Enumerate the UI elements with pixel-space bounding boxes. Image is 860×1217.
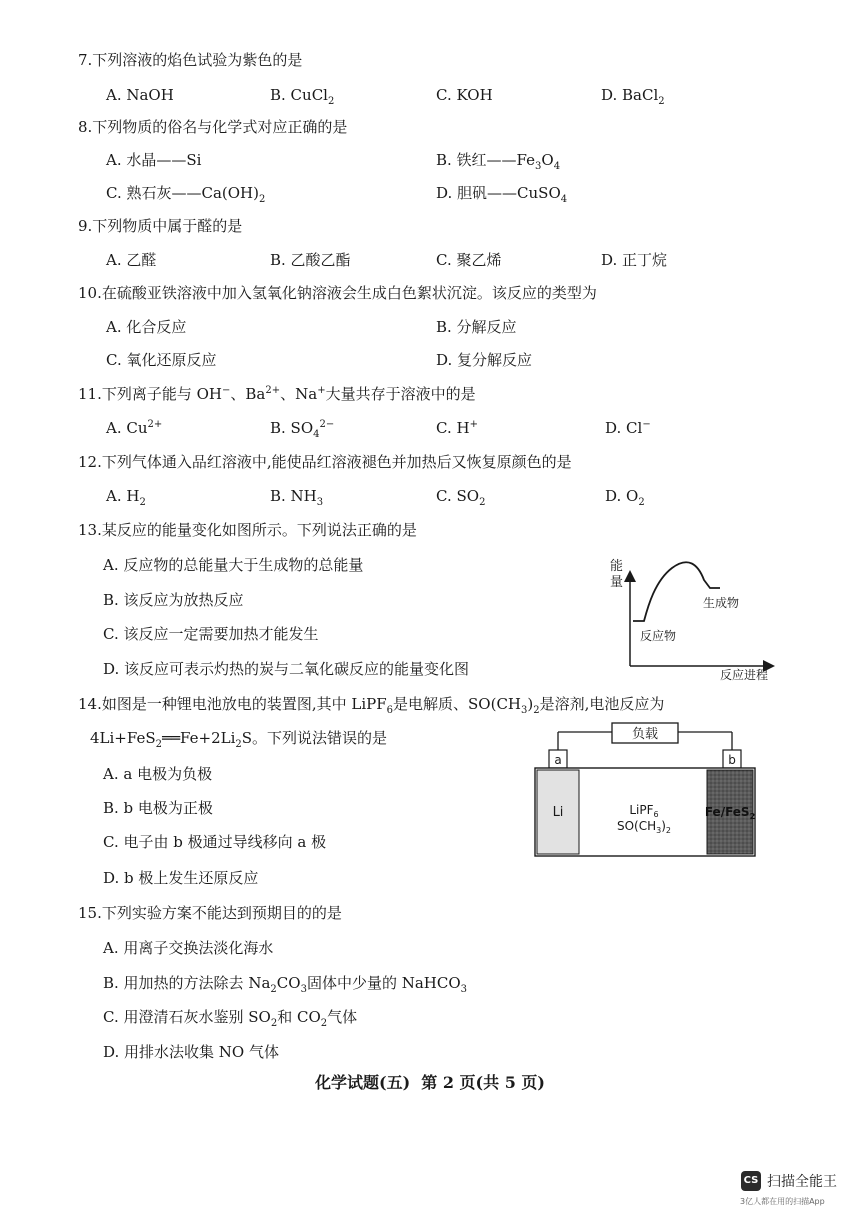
q13-option-b: B. 该反应为放热反应 [103, 591, 244, 609]
q10-option-d: D. 复分解反应 [436, 351, 533, 369]
q15-option-d: D. 用排水法收集 NO 气体 [103, 1043, 279, 1061]
li-electrode-label: Li [552, 805, 564, 820]
q14-option-b: B. b 电极为正极 [103, 799, 213, 817]
q13-option-a: A. 反应物的总能量大于生成物的总能量 [103, 556, 364, 574]
q11-option-d: D. Cl− [605, 419, 651, 437]
question-9-stem: 9.下列物质中属于醛的是 [78, 217, 243, 235]
question-11-stem: 11.下列离子能与 OH−、$Ba^{2+}$、Na+大量共存于溶液中的是 [78, 385, 476, 403]
question-14-stem-line1: 14.如图是一种锂电池放电的装置图,其中 LiPF$_6$是电解质、$SO(CH_3)_2$是溶剂,电池反应为 [78, 695, 665, 716]
fe-fes2-electrode-label: Fe/FeS$_2$ [704, 805, 756, 821]
question-7-stem: 7.下列溶液的焰色试验为紫色的是 [78, 51, 303, 69]
question-13-stem: 13.某反应的能量变化如图所示。下列说法正确的是 [78, 521, 417, 539]
q7-option-d: D. BaCl$_2$ [601, 86, 665, 107]
electrolyte-label-1: LiPF$_6$ [629, 803, 659, 819]
q10-option-a: A. 化合反应 [106, 318, 187, 336]
q8-option-d: D. 胆矾——CuSO$_4$ [436, 184, 568, 205]
q7-option-c: C. KOH [436, 86, 493, 104]
energy-x-label: 反应进程 [720, 668, 769, 682]
energy-y-label-1: 能 [610, 559, 624, 574]
question-12-stem: 12.下列气体通入品红溶液中,能使品红溶液褪色并加热后又恢复原颜色的是 [78, 453, 572, 471]
q10-option-c: C. 氧化还原反应 [106, 351, 217, 369]
energy-y-label-2: 量 [610, 575, 624, 590]
q14-option-a: A. a 电极为负极 [103, 765, 213, 783]
watermark-app-name: 扫描全能王 [767, 1174, 837, 1190]
q14-option-d: D. b 极上发生还原反应 [103, 869, 259, 887]
page-footer: 化学试题(五) 第 2 页(共 5 页) [315, 1073, 545, 1092]
q11-option-c: C. H+ [436, 419, 478, 437]
question-10-stem: 10.在硫酸亚铁溶液中加入氢氧化钠溶液会生成白色絮状沉淀。该反应的类型为 [78, 284, 597, 302]
q9-option-c: C. 聚乙烯 [436, 251, 502, 269]
q13-option-d: D. 该反应可表示灼热的炭与二氧化碳反应的能量变化图 [103, 660, 470, 678]
q11-option-a: A. $Cu^{2+}$ [106, 419, 163, 437]
q13-option-c: C. 该反应一定需要加热才能发生 [103, 625, 319, 643]
electrolyte-label-2: $SO(CH_3)_2$ [616, 819, 672, 835]
q8-option-a: A. 水晶——Si [106, 151, 202, 169]
q15-option-a: A. 用离子交换法淡化海水 [103, 939, 274, 957]
q15-option-b: B. 用加热的方法除去 $Na_2CO_3$固体中少量的 NaHCO$_3$ [103, 974, 468, 995]
terminal-b-label: b [728, 753, 736, 767]
q12-option-c: C. $SO_2$ [436, 487, 486, 508]
energy-reactant-label: 反应物 [640, 629, 677, 643]
q14-option-c: C. 电子由 b 极通过导线移向 a 极 [103, 833, 327, 851]
q8-option-b: B. 铁红$——Fe_3O_4$ [436, 151, 561, 172]
q8-option-c: C. 熟石灰$——Ca(OH)_2$ [106, 184, 266, 205]
q15-option-c: C. 用澄清石灰水鉴别 $SO_2$和 $CO_2$气体 [103, 1008, 358, 1029]
q7-option-a: A. NaOH [106, 86, 174, 104]
camscanner-logo-icon: CS [741, 1171, 761, 1191]
battery-diagram [530, 722, 760, 858]
question-8-stem: 8.下列物质的俗名与化学式对应正确的是 [78, 118, 348, 136]
energy-product-label: 生成物 [703, 596, 740, 610]
q9-option-a: A. 乙醛 [106, 251, 157, 269]
q12-option-d: D. $O_2$ [605, 487, 645, 508]
q12-option-a: A. $H_2$ [106, 487, 146, 508]
q10-option-b: B. 分解反应 [436, 318, 517, 336]
terminal-a-label: a [554, 753, 562, 767]
question-14-stem-line2: $4Li+FeS_2══Fe+2Li_2S$。下列说法错误的是 [90, 729, 388, 750]
q9-option-d: D. 正丁烷 [601, 251, 668, 269]
energy-profile-diagram [600, 548, 780, 688]
watermark-tagline: 3亿人都在用的扫描App [740, 1197, 825, 1206]
q11-option-b: B. $SO_4^{2-}$ [270, 419, 335, 440]
load-label: 负载 [631, 727, 659, 742]
q7-option-b: B. CuCl$_2$ [270, 86, 335, 107]
q12-option-b: B. $NH_3$ [270, 487, 324, 508]
energy-curve [633, 562, 720, 621]
question-15-stem: 15.下列实验方案不能达到预期目的的是 [78, 904, 342, 922]
q9-option-b: B. 乙酸乙酯 [270, 251, 351, 269]
